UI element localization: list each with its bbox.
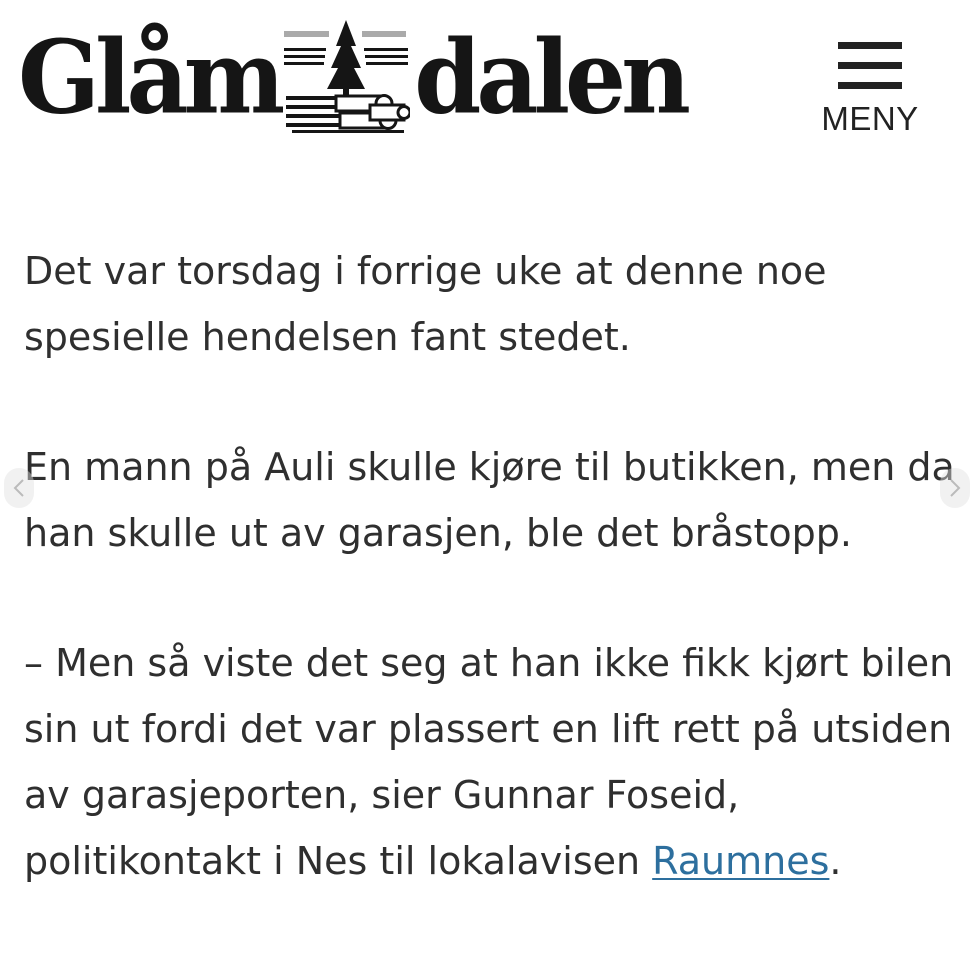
logo-word-right: dalen: [414, 18, 686, 137]
next-slide-button[interactable]: [940, 468, 970, 508]
site-logo[interactable]: [18, 18, 686, 138]
hamburger-icon: [836, 40, 904, 92]
forest-logs-icon: [282, 18, 410, 138]
article-paragraph-3-end: .: [829, 839, 842, 883]
article-paragraph-2: En mann på Auli skulle kjøre til butikken, men da han skulle ut av garasjen, ble det bråstopp.: [24, 445, 955, 555]
menu-button[interactable]: [812, 36, 928, 136]
chevron-right-icon: [949, 478, 961, 498]
article-paragraph-3-text: – Men så viste det seg at han ikke fikk kjørt bilen sin ut fordi det var plassert en lift rett på utsiden av garasjeporten, sier Gunnar Foseid, politikontakt i Nes til lokalavisen: [24, 641, 954, 883]
article-paragraph-3: [24, 630, 960, 894]
article-body: [24, 238, 960, 958]
previous-slide-button[interactable]: [4, 468, 34, 508]
article-paragraph-1: Det var torsdag i forrige uke at denne noe spesielle hendelsen fant stedet.: [24, 249, 827, 359]
raumnes-link[interactable]: Raumnes: [652, 839, 830, 883]
logo-word-left: Glåm: [18, 18, 281, 137]
site-header: [0, 0, 980, 150]
chevron-left-icon: [13, 478, 25, 498]
menu-label: MENY: [821, 100, 919, 137]
